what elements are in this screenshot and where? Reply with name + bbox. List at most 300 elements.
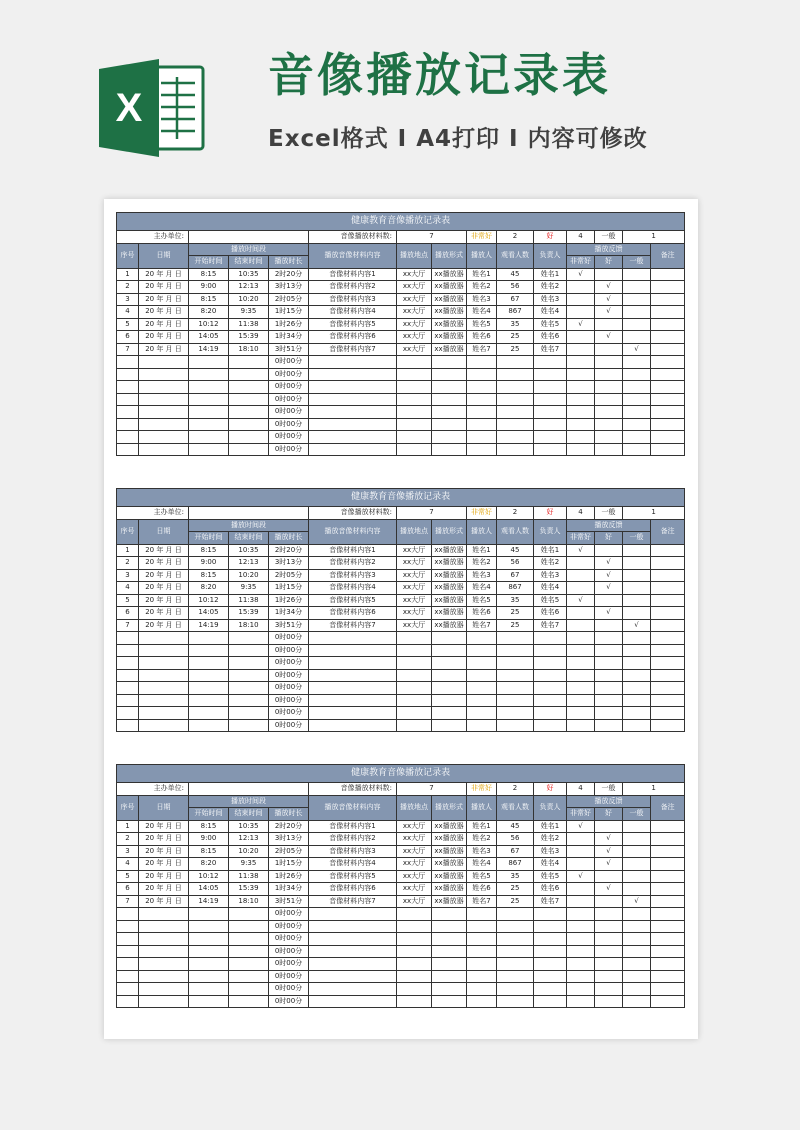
- cell-player[interactable]: [467, 632, 497, 645]
- cell-no[interactable]: 6: [117, 607, 139, 620]
- cell-no[interactable]: [117, 406, 139, 419]
- cell-no[interactable]: [117, 958, 139, 971]
- cell-player[interactable]: [467, 644, 497, 657]
- cell-content[interactable]: 音像材料内容1: [309, 820, 397, 833]
- cell-viewers[interactable]: [497, 707, 534, 720]
- cell-duration[interactable]: 2时20分: [269, 268, 309, 281]
- cell-date[interactable]: [139, 958, 189, 971]
- cell-date[interactable]: 20 年 月 日: [139, 594, 189, 607]
- cell-duration[interactable]: 0时00分: [269, 707, 309, 720]
- cell-content[interactable]: 音像材料内容5: [309, 594, 397, 607]
- cell-start[interactable]: [189, 418, 229, 431]
- cell-very-good[interactable]: [567, 381, 595, 394]
- cell-duration[interactable]: 1时26分: [269, 318, 309, 331]
- cell-player[interactable]: 姓名1: [467, 268, 497, 281]
- cell-format[interactable]: [432, 443, 467, 456]
- cell-very-good[interactable]: √: [567, 870, 595, 883]
- cell-player[interactable]: 姓名3: [467, 293, 497, 306]
- cell-no[interactable]: [117, 381, 139, 394]
- cell-player[interactable]: [467, 719, 497, 732]
- cell-owner[interactable]: [534, 418, 567, 431]
- cell-format[interactable]: [432, 995, 467, 1008]
- cell-format[interactable]: [432, 368, 467, 381]
- cell-format[interactable]: [432, 431, 467, 444]
- cell-good[interactable]: [595, 418, 623, 431]
- cell-player[interactable]: [467, 406, 497, 419]
- cell-good[interactable]: [595, 406, 623, 419]
- rating-good-count[interactable]: 4: [567, 507, 595, 520]
- cell-good[interactable]: √: [595, 293, 623, 306]
- cell-player[interactable]: 姓名5: [467, 594, 497, 607]
- cell-start[interactable]: 14:05: [189, 607, 229, 620]
- cell-date[interactable]: [139, 632, 189, 645]
- cell-date[interactable]: [139, 443, 189, 456]
- cell-viewers[interactable]: 25: [497, 619, 534, 632]
- cell-owner[interactable]: [534, 431, 567, 444]
- cell-good[interactable]: [595, 958, 623, 971]
- cell-no[interactable]: [117, 970, 139, 983]
- cell-remark[interactable]: [651, 293, 685, 306]
- cell-viewers[interactable]: 25: [497, 343, 534, 356]
- cell-location[interactable]: xx大厅: [397, 331, 432, 344]
- cell-viewers[interactable]: 867: [497, 582, 534, 595]
- cell-good[interactable]: √: [595, 833, 623, 846]
- cell-content[interactable]: [309, 443, 397, 456]
- cell-content[interactable]: [309, 368, 397, 381]
- cell-location[interactable]: [397, 632, 432, 645]
- cell-ok[interactable]: [623, 669, 651, 682]
- cell-very-good[interactable]: [567, 845, 595, 858]
- cell-viewers[interactable]: 25: [497, 895, 534, 908]
- cell-content[interactable]: [309, 983, 397, 996]
- cell-viewers[interactable]: [497, 669, 534, 682]
- cell-very-good[interactable]: [567, 908, 595, 921]
- cell-very-good[interactable]: [567, 431, 595, 444]
- cell-start[interactable]: [189, 657, 229, 670]
- cell-location[interactable]: [397, 406, 432, 419]
- cell-duration[interactable]: 0时00分: [269, 908, 309, 921]
- cell-start[interactable]: 9:00: [189, 833, 229, 846]
- cell-good[interactable]: [595, 644, 623, 657]
- cell-end[interactable]: [229, 368, 269, 381]
- cell-start[interactable]: 8:20: [189, 858, 229, 871]
- cell-start[interactable]: [189, 694, 229, 707]
- cell-ok[interactable]: [623, 995, 651, 1008]
- cell-date[interactable]: 20 年 月 日: [139, 306, 189, 319]
- cell-player[interactable]: [467, 381, 497, 394]
- cell-very-good[interactable]: [567, 883, 595, 896]
- cell-start[interactable]: [189, 707, 229, 720]
- cell-remark[interactable]: [651, 883, 685, 896]
- cell-player[interactable]: [467, 920, 497, 933]
- cell-location[interactable]: xx大厅: [397, 544, 432, 557]
- cell-location[interactable]: [397, 356, 432, 369]
- cell-location[interactable]: xx大厅: [397, 820, 432, 833]
- cell-ok[interactable]: [623, 657, 651, 670]
- cell-location[interactable]: [397, 431, 432, 444]
- cell-very-good[interactable]: [567, 707, 595, 720]
- cell-end[interactable]: 11:38: [229, 870, 269, 883]
- cell-end[interactable]: 12:13: [229, 557, 269, 570]
- cell-date[interactable]: [139, 406, 189, 419]
- cell-good[interactable]: [595, 820, 623, 833]
- cell-duration[interactable]: 0时00分: [269, 920, 309, 933]
- cell-good[interactable]: [595, 356, 623, 369]
- cell-owner[interactable]: 姓名6: [534, 883, 567, 896]
- cell-start[interactable]: 8:20: [189, 306, 229, 319]
- cell-player[interactable]: [467, 443, 497, 456]
- cell-very-good[interactable]: [567, 281, 595, 294]
- cell-owner[interactable]: [534, 368, 567, 381]
- cell-good[interactable]: [595, 719, 623, 732]
- cell-remark[interactable]: [651, 845, 685, 858]
- cell-location[interactable]: [397, 970, 432, 983]
- cell-duration[interactable]: 0时00分: [269, 418, 309, 431]
- cell-end[interactable]: [229, 418, 269, 431]
- cell-player[interactable]: [467, 356, 497, 369]
- cell-ok[interactable]: [623, 582, 651, 595]
- cell-remark[interactable]: [651, 870, 685, 883]
- cell-very-good[interactable]: √: [567, 268, 595, 281]
- rating-ok-count[interactable]: 1: [623, 783, 685, 796]
- cell-end[interactable]: 15:39: [229, 883, 269, 896]
- cell-viewers[interactable]: [497, 443, 534, 456]
- cell-good[interactable]: [595, 619, 623, 632]
- cell-owner[interactable]: [534, 933, 567, 946]
- cell-good[interactable]: [595, 908, 623, 921]
- cell-good[interactable]: [595, 970, 623, 983]
- cell-no[interactable]: 4: [117, 582, 139, 595]
- cell-duration[interactable]: 0时00分: [269, 933, 309, 946]
- cell-end[interactable]: [229, 406, 269, 419]
- cell-viewers[interactable]: 25: [497, 883, 534, 896]
- cell-end[interactable]: 15:39: [229, 607, 269, 620]
- cell-ok[interactable]: [623, 443, 651, 456]
- cell-start[interactable]: 14:19: [189, 895, 229, 908]
- cell-ok[interactable]: [623, 406, 651, 419]
- cell-owner[interactable]: [534, 356, 567, 369]
- cell-end[interactable]: 12:13: [229, 281, 269, 294]
- cell-duration[interactable]: 3时51分: [269, 343, 309, 356]
- cell-location[interactable]: [397, 644, 432, 657]
- cell-date[interactable]: 20 年 月 日: [139, 343, 189, 356]
- cell-start[interactable]: 10:12: [189, 870, 229, 883]
- cell-remark[interactable]: [651, 381, 685, 394]
- cell-content[interactable]: 音像材料内容3: [309, 293, 397, 306]
- cell-location[interactable]: xx大厅: [397, 883, 432, 896]
- cell-no[interactable]: [117, 431, 139, 444]
- cell-start[interactable]: 8:15: [189, 268, 229, 281]
- cell-viewers[interactable]: [497, 945, 534, 958]
- cell-ok[interactable]: [623, 318, 651, 331]
- cell-owner[interactable]: [534, 393, 567, 406]
- cell-no[interactable]: [117, 995, 139, 1008]
- cell-player[interactable]: [467, 995, 497, 1008]
- cell-end[interactable]: 9:35: [229, 582, 269, 595]
- cell-no[interactable]: 6: [117, 331, 139, 344]
- cell-date[interactable]: [139, 381, 189, 394]
- cell-ok[interactable]: [623, 368, 651, 381]
- cell-player[interactable]: 姓名4: [467, 582, 497, 595]
- cell-ok[interactable]: [623, 557, 651, 570]
- cell-location[interactable]: xx大厅: [397, 870, 432, 883]
- cell-viewers[interactable]: [497, 694, 534, 707]
- cell-format[interactable]: xx播放器: [432, 281, 467, 294]
- cell-very-good[interactable]: [567, 958, 595, 971]
- cell-date[interactable]: [139, 418, 189, 431]
- cell-end[interactable]: 18:10: [229, 343, 269, 356]
- cell-remark[interactable]: [651, 707, 685, 720]
- cell-date[interactable]: [139, 431, 189, 444]
- cell-player[interactable]: 姓名1: [467, 544, 497, 557]
- cell-duration[interactable]: 2时20分: [269, 820, 309, 833]
- cell-no[interactable]: 3: [117, 569, 139, 582]
- cell-start[interactable]: [189, 431, 229, 444]
- cell-format[interactable]: [432, 970, 467, 983]
- cell-date[interactable]: 20 年 月 日: [139, 582, 189, 595]
- cell-good[interactable]: [595, 983, 623, 996]
- cell-no[interactable]: 5: [117, 870, 139, 883]
- cell-format[interactable]: [432, 406, 467, 419]
- cell-no[interactable]: [117, 393, 139, 406]
- cell-owner[interactable]: 姓名5: [534, 594, 567, 607]
- cell-content[interactable]: [309, 970, 397, 983]
- cell-no[interactable]: [117, 908, 139, 921]
- cell-duration[interactable]: 0时00分: [269, 381, 309, 394]
- cell-player[interactable]: [467, 694, 497, 707]
- cell-very-good[interactable]: [567, 343, 595, 356]
- cell-good[interactable]: [595, 544, 623, 557]
- cell-start[interactable]: [189, 381, 229, 394]
- cell-ok[interactable]: [623, 858, 651, 871]
- cell-player[interactable]: [467, 368, 497, 381]
- cell-no[interactable]: 2: [117, 833, 139, 846]
- cell-owner[interactable]: 姓名2: [534, 833, 567, 846]
- cell-content[interactable]: [309, 707, 397, 720]
- cell-remark[interactable]: [651, 443, 685, 456]
- cell-very-good[interactable]: √: [567, 544, 595, 557]
- cell-duration[interactable]: 3时13分: [269, 833, 309, 846]
- cell-no[interactable]: 6: [117, 883, 139, 896]
- cell-viewers[interactable]: [497, 719, 534, 732]
- cell-content[interactable]: 音像材料内容6: [309, 331, 397, 344]
- cell-good[interactable]: √: [595, 331, 623, 344]
- cell-start[interactable]: [189, 958, 229, 971]
- cell-duration[interactable]: 0时00分: [269, 406, 309, 419]
- cell-format[interactable]: [432, 983, 467, 996]
- cell-owner[interactable]: [534, 995, 567, 1008]
- cell-content[interactable]: 音像材料内容4: [309, 858, 397, 871]
- cell-start[interactable]: [189, 356, 229, 369]
- cell-ok[interactable]: [623, 381, 651, 394]
- cell-remark[interactable]: [651, 908, 685, 921]
- cell-end[interactable]: [229, 632, 269, 645]
- cell-duration[interactable]: 1时34分: [269, 607, 309, 620]
- cell-remark[interactable]: [651, 995, 685, 1008]
- cell-ok[interactable]: [623, 544, 651, 557]
- cell-ok[interactable]: [623, 833, 651, 846]
- cell-location[interactable]: [397, 707, 432, 720]
- cell-remark[interactable]: [651, 820, 685, 833]
- cell-owner[interactable]: [534, 719, 567, 732]
- cell-no[interactable]: 3: [117, 845, 139, 858]
- cell-player[interactable]: 姓名6: [467, 883, 497, 896]
- cell-date[interactable]: 20 年 月 日: [139, 870, 189, 883]
- cell-content[interactable]: [309, 933, 397, 946]
- cell-very-good[interactable]: [567, 356, 595, 369]
- cell-ok[interactable]: [623, 694, 651, 707]
- rating-good-count[interactable]: 4: [567, 783, 595, 796]
- cell-remark[interactable]: [651, 544, 685, 557]
- cell-owner[interactable]: 姓名1: [534, 268, 567, 281]
- cell-end[interactable]: [229, 707, 269, 720]
- cell-owner[interactable]: [534, 644, 567, 657]
- cell-content[interactable]: 音像材料内容5: [309, 318, 397, 331]
- cell-date[interactable]: 20 年 月 日: [139, 895, 189, 908]
- cell-format[interactable]: [432, 669, 467, 682]
- cell-start[interactable]: 9:00: [189, 281, 229, 294]
- cell-format[interactable]: [432, 682, 467, 695]
- cell-ok[interactable]: [623, 268, 651, 281]
- cell-good[interactable]: √: [595, 883, 623, 896]
- cell-start[interactable]: [189, 406, 229, 419]
- cell-viewers[interactable]: [497, 995, 534, 1008]
- cell-date[interactable]: 20 年 月 日: [139, 833, 189, 846]
- cell-player[interactable]: [467, 933, 497, 946]
- cell-content[interactable]: 音像材料内容5: [309, 870, 397, 883]
- cell-duration[interactable]: 2时20分: [269, 544, 309, 557]
- cell-owner[interactable]: [534, 920, 567, 933]
- cell-content[interactable]: [309, 418, 397, 431]
- cell-no[interactable]: 1: [117, 820, 139, 833]
- cell-owner[interactable]: 姓名6: [534, 607, 567, 620]
- cell-player[interactable]: [467, 983, 497, 996]
- cell-viewers[interactable]: [497, 632, 534, 645]
- cell-location[interactable]: [397, 393, 432, 406]
- cell-remark[interactable]: [651, 619, 685, 632]
- cell-start[interactable]: 8:20: [189, 582, 229, 595]
- cell-player[interactable]: [467, 682, 497, 695]
- cell-owner[interactable]: 姓名2: [534, 557, 567, 570]
- cell-content[interactable]: 音像材料内容6: [309, 883, 397, 896]
- rating-very-good-count[interactable]: 2: [497, 783, 534, 796]
- cell-player[interactable]: 姓名5: [467, 870, 497, 883]
- cell-owner[interactable]: [534, 632, 567, 645]
- cell-start[interactable]: 9:00: [189, 557, 229, 570]
- cell-no[interactable]: [117, 418, 139, 431]
- cell-format[interactable]: xx播放器: [432, 619, 467, 632]
- cell-format[interactable]: [432, 632, 467, 645]
- cell-duration[interactable]: 2时05分: [269, 569, 309, 582]
- rating-good-count[interactable]: 4: [567, 231, 595, 244]
- cell-player[interactable]: [467, 945, 497, 958]
- cell-start[interactable]: 8:15: [189, 820, 229, 833]
- cell-remark[interactable]: [651, 406, 685, 419]
- cell-format[interactable]: xx播放器: [432, 582, 467, 595]
- cell-viewers[interactable]: 25: [497, 607, 534, 620]
- cell-viewers[interactable]: [497, 970, 534, 983]
- cell-good[interactable]: [595, 707, 623, 720]
- cell-no[interactable]: [117, 707, 139, 720]
- cell-viewers[interactable]: [497, 958, 534, 971]
- cell-format[interactable]: [432, 933, 467, 946]
- cell-player[interactable]: 姓名7: [467, 343, 497, 356]
- cell-good[interactable]: √: [595, 845, 623, 858]
- cell-very-good[interactable]: [567, 933, 595, 946]
- cell-owner[interactable]: [534, 657, 567, 670]
- cell-location[interactable]: xx大厅: [397, 318, 432, 331]
- cell-end[interactable]: 18:10: [229, 895, 269, 908]
- cell-content[interactable]: [309, 694, 397, 707]
- cell-location[interactable]: [397, 657, 432, 670]
- cell-very-good[interactable]: [567, 406, 595, 419]
- cell-location[interactable]: xx大厅: [397, 582, 432, 595]
- cell-player[interactable]: 姓名2: [467, 281, 497, 294]
- cell-location[interactable]: xx大厅: [397, 619, 432, 632]
- cell-end[interactable]: 10:20: [229, 569, 269, 582]
- cell-format[interactable]: [432, 707, 467, 720]
- cell-viewers[interactable]: 35: [497, 318, 534, 331]
- cell-ok[interactable]: [623, 632, 651, 645]
- cell-remark[interactable]: [651, 418, 685, 431]
- cell-start[interactable]: [189, 945, 229, 958]
- cell-format[interactable]: xx播放器: [432, 594, 467, 607]
- cell-duration[interactable]: 3时51分: [269, 619, 309, 632]
- cell-good[interactable]: [595, 431, 623, 444]
- cell-remark[interactable]: [651, 644, 685, 657]
- cell-start[interactable]: [189, 669, 229, 682]
- cell-good[interactable]: [595, 268, 623, 281]
- cell-format[interactable]: xx播放器: [432, 544, 467, 557]
- cell-date[interactable]: [139, 933, 189, 946]
- cell-duration[interactable]: 1时34分: [269, 331, 309, 344]
- cell-viewers[interactable]: [497, 657, 534, 670]
- cell-very-good[interactable]: [567, 619, 595, 632]
- cell-date[interactable]: 20 年 月 日: [139, 883, 189, 896]
- cell-remark[interactable]: [651, 431, 685, 444]
- cell-content[interactable]: [309, 945, 397, 958]
- cell-format[interactable]: [432, 694, 467, 707]
- cell-end[interactable]: [229, 657, 269, 670]
- rating-ok-count[interactable]: 1: [623, 231, 685, 244]
- cell-remark[interactable]: [651, 569, 685, 582]
- cell-owner[interactable]: 姓名3: [534, 293, 567, 306]
- cell-format[interactable]: [432, 908, 467, 921]
- cell-format[interactable]: xx播放器: [432, 343, 467, 356]
- cell-location[interactable]: [397, 381, 432, 394]
- cell-duration[interactable]: 1时15分: [269, 858, 309, 871]
- cell-format[interactable]: [432, 945, 467, 958]
- cell-start[interactable]: [189, 908, 229, 921]
- cell-start[interactable]: [189, 983, 229, 996]
- cell-remark[interactable]: [651, 657, 685, 670]
- cell-ok[interactable]: [623, 594, 651, 607]
- cell-date[interactable]: [139, 970, 189, 983]
- cell-location[interactable]: xx大厅: [397, 557, 432, 570]
- cell-player[interactable]: [467, 669, 497, 682]
- cell-end[interactable]: [229, 381, 269, 394]
- cell-good[interactable]: [595, 343, 623, 356]
- cell-good[interactable]: [595, 945, 623, 958]
- cell-content[interactable]: 音像材料内容7: [309, 619, 397, 632]
- cell-ok[interactable]: [623, 870, 651, 883]
- cell-format[interactable]: xx播放器: [432, 569, 467, 582]
- cell-owner[interactable]: 姓名7: [534, 619, 567, 632]
- cell-duration[interactable]: 3时13分: [269, 281, 309, 294]
- cell-location[interactable]: [397, 995, 432, 1008]
- cell-no[interactable]: [117, 368, 139, 381]
- cell-good[interactable]: [595, 594, 623, 607]
